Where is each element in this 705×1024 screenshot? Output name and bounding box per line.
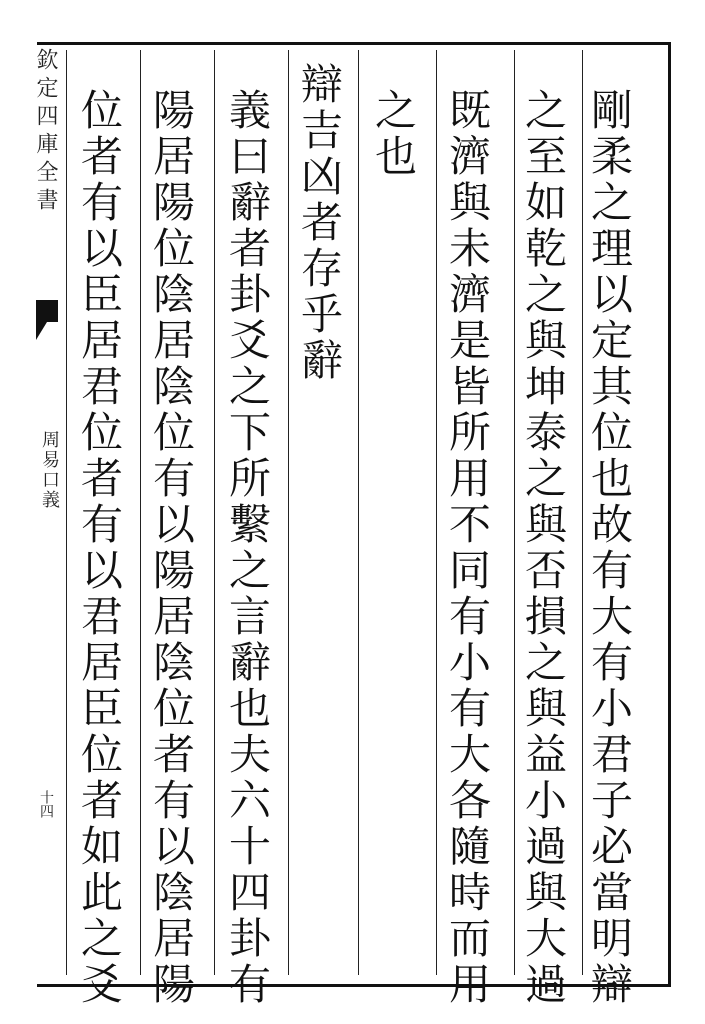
fish-tail-mark (36, 300, 58, 340)
text-column-2: 之至如乾之與坤泰之與否損之與益小過與大過 (519, 88, 568, 1008)
margin-header: 欽定四庫全書 (33, 48, 58, 216)
column-rule (436, 50, 437, 975)
text-column-5: 辯吉凶者存乎辭 (295, 62, 344, 384)
column-rule (582, 50, 583, 975)
text-column-1: 剛柔之理以定其位也故有大有小君子必當明辯 (585, 88, 634, 1008)
text-column-6: 義曰辭者卦爻之下所繫之言辭也夫六十四卦有 (223, 88, 272, 1008)
text-column-3: 既濟與未濟是皆所用不同有小有大各隨時而用 (443, 88, 492, 1008)
text-column-4: 之也 (369, 88, 418, 180)
column-rule (140, 50, 141, 975)
column-rule (66, 50, 67, 975)
text-column-8: 位者有以臣居君位者有以君居臣位者如此之爻 (75, 88, 124, 1008)
column-rule (288, 50, 289, 975)
column-rule (514, 50, 515, 975)
page-number: 十四 (38, 790, 54, 818)
column-rule (358, 50, 359, 975)
page-frame (37, 42, 671, 987)
column-rule (214, 50, 215, 975)
text-column-7: 陽居陽位陰居陰位有以陽居陰位者有以陰居陽 (147, 88, 196, 1008)
book-title: 周易口義 (39, 430, 60, 510)
